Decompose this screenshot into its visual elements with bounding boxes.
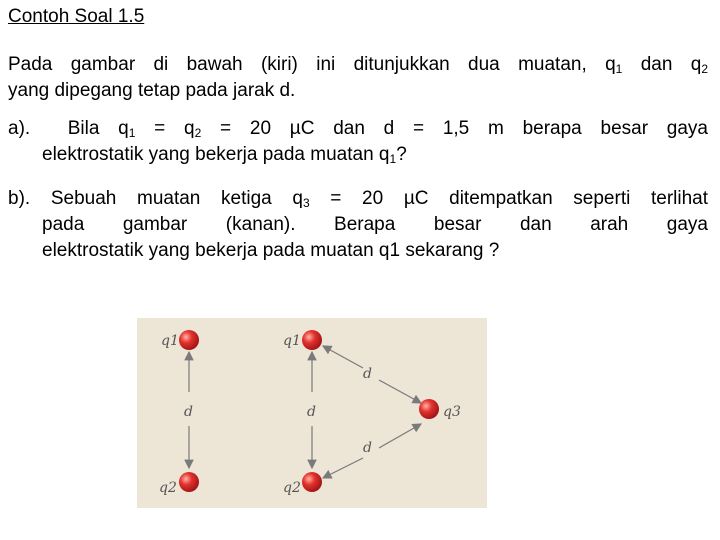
question-b (8, 186, 708, 264)
right-d-upper-label: d (363, 366, 372, 382)
question-a-sub-3: 1 (389, 152, 397, 166)
lower-diag-arrow-1 (323, 458, 363, 478)
left-charge-q2 (179, 472, 199, 492)
question-b-line-2: pada gambar (kanan). Berapa besar dan arah gaya (42, 214, 708, 235)
intro-sub-2: 2 (701, 62, 709, 76)
left-d-label: d (184, 404, 193, 420)
right-q3-label: q3 (443, 404, 461, 420)
question-a-text-1b: = q (135, 118, 195, 139)
question-a-text-2b: ? (396, 144, 407, 165)
question-a (8, 116, 708, 168)
question-a-sub-1: 1 (128, 126, 136, 140)
intro-line-2: yang dipegang tetap pada jarak d. (8, 80, 296, 101)
upper-diag-arrow-1 (323, 346, 363, 368)
right-d-vertical-label: d (307, 404, 316, 420)
question-a-prefix: a). (8, 118, 31, 139)
intro-sub-1: 1 (615, 62, 623, 76)
lower-diag-arrow-2 (379, 424, 421, 448)
left-q1-label: q1 (161, 333, 179, 349)
question-a-text-2a: elektrostatik yang bekerja pada muatan q (42, 144, 390, 165)
question-b-line-3: elektrostatik yang bekerja pada muatan q1 sekarang ? (42, 240, 500, 261)
right-q2-label: q2 (283, 480, 301, 496)
question-a-text-1c: = 20 µC dan d = 1,5 m berapa besar gaya (201, 118, 708, 139)
example-title: Contoh Soal 1.5 (8, 6, 145, 27)
left-charge-q1 (179, 330, 199, 350)
question-b-prefix: b). (8, 188, 31, 209)
intro-text-1b: dan q (622, 54, 702, 75)
intro-text-1a: Pada gambar di bawah (kiri) ini ditunjukkan dua muatan, q (8, 54, 616, 75)
question-a-text-1a: Bila q (67, 118, 129, 139)
question-a-sub-2: 2 (194, 126, 202, 140)
question-b-line-1 (8, 186, 708, 212)
right-charge-q1 (302, 330, 322, 350)
right-charge-q3 (419, 399, 439, 419)
question-a-line-1 (8, 116, 708, 142)
left-q2-label: q2 (159, 480, 177, 496)
intro-paragraph (8, 52, 708, 104)
right-q1-label: q1 (283, 333, 301, 349)
question-b-sub: 3 (302, 196, 310, 210)
charges-figure (137, 318, 487, 508)
intro-line-1 (8, 52, 708, 78)
upper-diag-arrow-2 (379, 380, 421, 403)
question-b-text-1b: = 20 µC ditempatkan seperti terlihat (309, 188, 708, 209)
charges-diagram (137, 318, 487, 508)
right-charge-q2 (302, 472, 322, 492)
question-a-line-2 (8, 142, 708, 168)
right-d-lower-label: d (363, 440, 372, 456)
question-b-text-1a: Sebuah muatan ketiga q (50, 188, 303, 209)
